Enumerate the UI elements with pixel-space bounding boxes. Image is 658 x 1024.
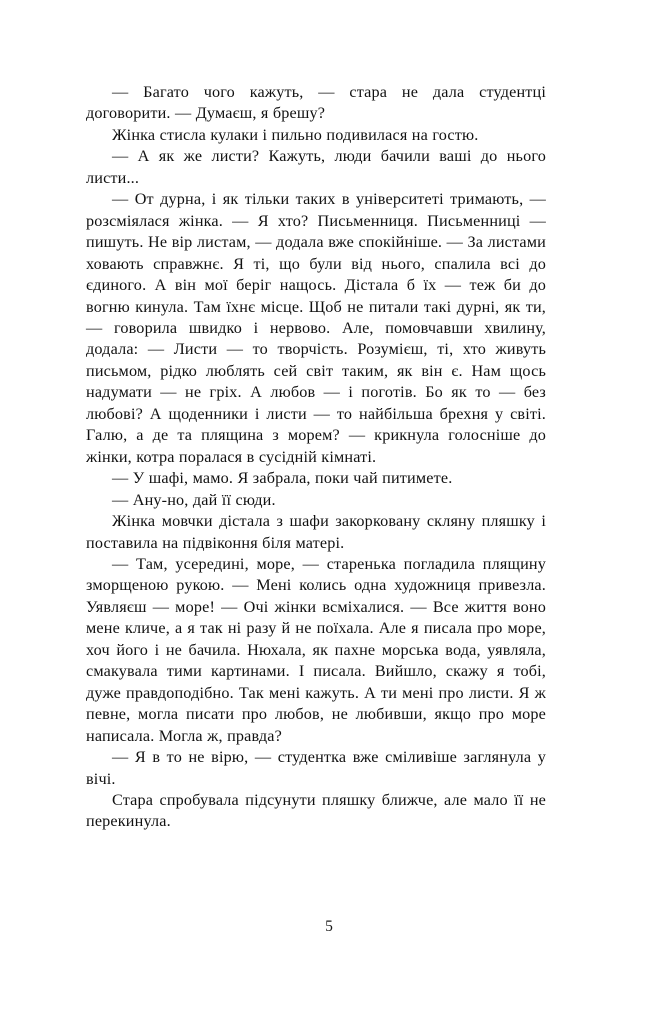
paragraph: — Ану-но, дай її сюди. <box>112 490 276 509</box>
paragraph: — Я в то не вірю, — студентка вже сміливіше заглянула у вічі. <box>86 748 546 788</box>
page-number: 5 <box>325 918 333 935</box>
paragraph: Стара спробувала підсунути пляшку ближче, але мало її не перекинула. <box>86 790 546 831</box>
paragraph: Жінка мовчки дістала з шафи закорковану скляну пляшку і поставила на підвіконня біля матері. <box>86 512 546 552</box>
page-text-block <box>86 82 546 833</box>
paragraph: — У шафі, мамо. Я забрала, поки чай питимете. <box>112 469 453 488</box>
paragraph: — А як же листи? Кажуть, люди бачили ваші до нього листи... <box>86 147 546 187</box>
paragraph: Жінка стисла кулаки і пильно подивилася на гостю. <box>112 125 479 144</box>
paragraph: — Багато чого кажуть, — стара не дала студентці договорити. — Думаєш, я брешу? <box>86 83 546 123</box>
paragraph: — От дурна, і як тільки таких в університеті тримають, — розсміялася жінка. — Я хто? Письменниця. Письменниці — пишуть. Не вір листам, — додала вже спокійніше. — За листами ховають справжнє. Я ті, що були від нього, спалила всі до єдиного. А він мої беріг нащось. Дістала б їх — теж би до вогню кинула. Там їхнє місце. Щоб не питали такі дурні, як ти, — говорила швидко і нервово. Але, помовчавши хвилину, додала: — Листи — то творчість. Розумієш, ті, хто живуть письмом, рідко люблять сей світ таким, як він є. Нам щось надумати — не гріх. А любов — і поготів. Бо як то — без любові? А щоденники і листи — то найбільша брехня у світі. Галю, а де та плящина з морем? — крикнула голосніше до жінки, котра поралася в сусідній кімнаті. <box>86 190 546 466</box>
paragraph: — Там, усередині, море, — старенька погладила плящину зморщеною рукою. — Мені колись одна художниця привезла. Уявляєш — море! — Очі жінки всміхалися. — Все життя воно мене кличе, а я так ні разу й не поїхала. Але я писала про море, хоч його і не бачила. Нюхала, як пахне морська вода, уявляла, смакувала тими картинами. І писала. Вийшло, скажу я тобі, дуже правдоподібно. Так мені кажуть. А ти мені про листи. Я ж певне, могла писати про любов, не любивши, якщо про море написала. Могла ж, правда? <box>86 554 546 745</box>
